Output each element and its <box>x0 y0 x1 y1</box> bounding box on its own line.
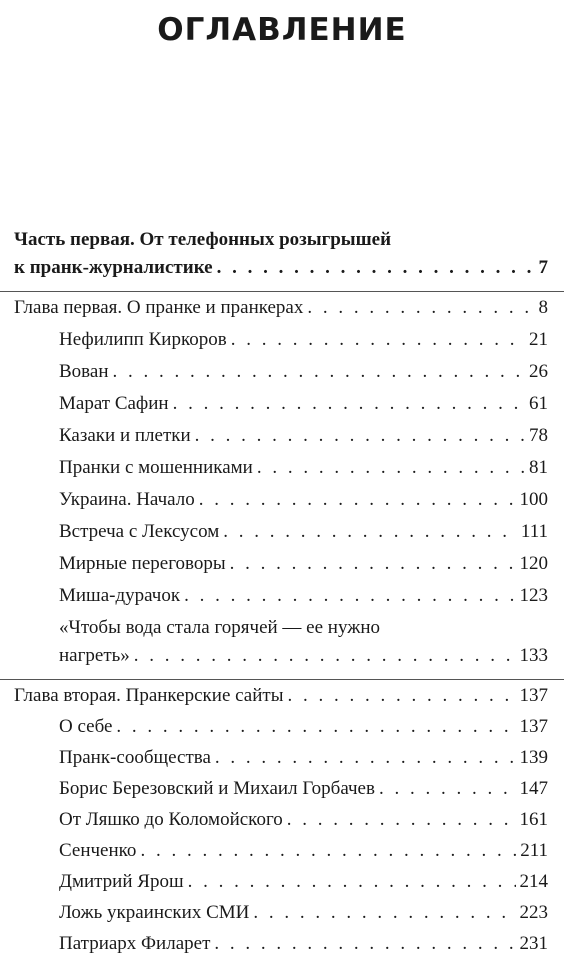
leader-dots <box>188 868 516 896</box>
toc-entry[interactable] <box>59 582 548 610</box>
toc-entry[interactable] <box>59 930 548 958</box>
page-number: 7 <box>538 257 548 278</box>
toc-entry[interactable] <box>59 390 548 418</box>
toc-entry[interactable] <box>59 899 548 927</box>
page-number: 139 <box>519 747 548 768</box>
toc-entry[interactable] <box>59 837 548 865</box>
leader-dots <box>173 390 525 418</box>
entry-title: Дмитрий Ярош <box>59 871 184 892</box>
entry-title-line2: нагреть» <box>59 645 130 666</box>
toc-entry[interactable] <box>59 868 548 896</box>
page-number: 133 <box>519 645 548 666</box>
toc-entry[interactable] <box>59 358 548 386</box>
toc-entry[interactable] <box>59 454 548 482</box>
entry-title: Патриарх Филарет <box>59 933 211 954</box>
leader-dots <box>195 422 525 450</box>
toc-entry[interactable] <box>59 550 548 578</box>
toc-entry[interactable] <box>59 422 548 450</box>
divider <box>0 679 564 680</box>
entry-title: О себе <box>59 716 113 737</box>
page-number: 231 <box>519 933 548 954</box>
leader-dots <box>217 254 535 282</box>
leader-dots <box>215 744 516 772</box>
page-number: 137 <box>519 685 548 706</box>
leader-dots <box>199 486 516 514</box>
leader-dots <box>223 518 517 546</box>
divider <box>0 291 564 292</box>
entry-title: Мирные переговоры <box>59 553 226 574</box>
leader-dots <box>184 582 515 610</box>
toc-entry[interactable] <box>59 744 548 772</box>
entry-title: Вован <box>59 361 109 382</box>
leader-dots <box>134 642 516 670</box>
entry-title: Борис Березовский и Михаил Горбачев <box>59 778 375 799</box>
toc-entry[interactable] <box>59 326 548 354</box>
page-number: 61 <box>529 393 548 414</box>
part-heading-line1: Часть первая. От телефонных розыгрышей <box>14 229 392 250</box>
leader-dots <box>140 837 516 865</box>
page-number: 111 <box>520 521 548 542</box>
toc-entry[interactable] <box>59 806 548 834</box>
entry-title: От Ляшко до Коломойского <box>59 809 283 830</box>
chapter-entry[interactable] <box>14 682 548 710</box>
page-number: 147 <box>519 778 548 799</box>
part-heading-line2: к пранк-журналистике <box>14 257 213 278</box>
entry-title: Пранки с мошенниками <box>59 457 253 478</box>
leader-dots <box>113 358 526 386</box>
page-title: ОГЛАВЛЕНИЕ <box>157 12 407 48</box>
leader-dots <box>287 682 515 710</box>
chapter-title: Глава первая. О пранке и пранкерах <box>14 297 304 318</box>
entry-title: Пранк-сообщества <box>59 747 211 768</box>
entry-title: Миша-дурачок <box>59 585 181 606</box>
toc-entry[interactable] <box>59 642 548 670</box>
page-number: 78 <box>529 425 548 446</box>
entry-title: Украина. Начало <box>59 489 195 510</box>
toc-entry[interactable] <box>59 486 548 514</box>
leader-dots <box>307 294 534 322</box>
leader-dots <box>214 930 515 958</box>
page-number: 161 <box>519 809 548 830</box>
page-number: 137 <box>519 716 548 737</box>
page-number: 223 <box>519 902 548 923</box>
entry-title: Ложь украинских СМИ <box>59 902 250 923</box>
leader-dots <box>230 550 516 578</box>
entry-title: Нефилипп Киркоров <box>59 329 227 350</box>
leader-dots <box>379 775 516 803</box>
toc-entry[interactable] <box>59 775 548 803</box>
entry-title: Встреча с Лексусом <box>59 521 220 542</box>
toc-entry[interactable] <box>59 518 548 546</box>
page-number: 120 <box>519 553 548 574</box>
leader-dots <box>253 899 515 927</box>
entry-title: Марат Сафин <box>59 393 169 414</box>
chapter-entry[interactable] <box>14 294 548 322</box>
toc-entry[interactable] <box>59 713 548 741</box>
page-number: 211 <box>520 840 548 861</box>
leader-dots <box>287 806 516 834</box>
entry-title-line1[interactable]: «Чтобы вода стала горячей — ее нужно <box>59 617 381 638</box>
leader-dots <box>116 713 515 741</box>
part-heading-entry[interactable] <box>14 254 548 282</box>
leader-dots <box>257 454 525 482</box>
leader-dots <box>231 326 525 354</box>
page-number: 81 <box>529 457 548 478</box>
page-number: 8 <box>538 297 548 318</box>
page-number: 123 <box>519 585 548 606</box>
page-number: 21 <box>529 329 548 350</box>
page-number: 26 <box>529 361 548 382</box>
entry-title: Сенченко <box>59 840 137 861</box>
page-number: 100 <box>519 489 548 510</box>
chapter-title: Глава вторая. Пранкерские сайты <box>14 685 284 706</box>
page-number: 214 <box>519 871 548 892</box>
entry-title: Казаки и плетки <box>59 425 191 446</box>
